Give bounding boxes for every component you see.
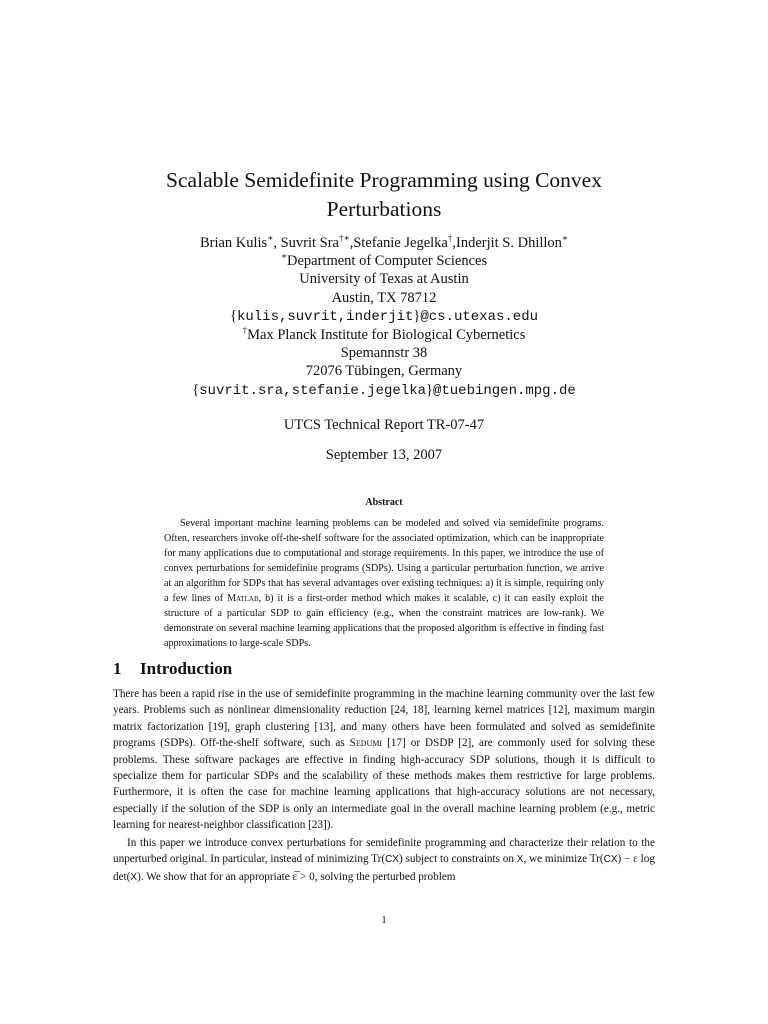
author-name: Brian Kulis: [199, 235, 268, 251]
math-matrix: CX: [385, 854, 399, 866]
report-number: UTCS Technical Report TR-07-47: [283, 417, 485, 433]
math-trace: Tr(: [589, 853, 604, 866]
affiliation-university: University of Texas at Austin: [299, 271, 469, 288]
affiliation-city: Austin, TX 78712: [331, 289, 437, 306]
author-block: [80, 234, 688, 400]
page-number: 1: [381, 914, 387, 926]
section-number: 1: [113, 659, 122, 678]
affiliation-email: {kulis,suvrit,inderjit}@cs.utexas.edu: [230, 307, 538, 325]
author-list: [80, 234, 688, 252]
affiliation-street: Spemannstr 38: [340, 345, 428, 362]
author-name: , Suvrit Sra: [273, 235, 339, 251]
affiliation-mark: †: [242, 325, 248, 336]
matlab-name: Matlab: [227, 593, 259, 604]
affiliation-email: {suvrit.sra,stefanie.jegelka}@tuebingen.mpg.de: [192, 381, 576, 399]
body-paragraph: There has been a rapid rise in the use of semidefinite programming in the machine learning community over the last few years. Problems such as nonlinear dimensionality reduction [24, 18], learning kernel matrices [12], maximum margin matrix factorization [19], graph clustering [13], and many others have been formulated and solved as semidefinite programs (SDPs). Off-the-shelf software, such as Sedumi [17] or DSDP [2], are commonly used for solving these problems. These software packages are effective in finding high-accuracy SDP solutions, though it is difficult to specialize them for particular SDPs and the scalability of these methods makes them restrictive for large problems. Furthermore, it is often the case for machine learning applications that high-accuracy solutions are not necessary, especially if the solution of the SDP is only an intermediate goal in the overall machine learning problem (e.g., metric learning for nearest-neighbor classification [23]).: [113, 688, 655, 832]
sedumi-name: Sedumi: [349, 737, 383, 750]
body-paragraph: In this paper we introduce convex perturbations for semidefinite programming and characterize their relation to the unperturbed original. In particular, instead of minimizing Tr(CX) subject to constraints on X, we minimize Tr(CX) − ε log det(X). We show that for an appropriate ε̅ > 0, solving the perturbed problem: [113, 837, 655, 883]
affiliation-city: 72076 Tübingen, Germany: [305, 363, 463, 380]
abstract-heading: Abstract: [365, 497, 403, 508]
report-date: September 13, 2007: [325, 447, 443, 463]
author-mark: †: [447, 233, 453, 244]
author-mark: ∗: [561, 233, 569, 244]
author-name: ,Inderjit S. Dhillon: [452, 235, 562, 251]
affiliation-mark: ∗: [280, 251, 287, 262]
abstract-text: Several important machine learning problems can be modeled and solved via semidefinite programs. Often, researchers invoke off-the-shelf software for the associated optimization, which can be inappropriate for many applications due to computational and storage requirements. In this paper, we introduce the use of convex perturbations for semidefinite programs (SDPs). Using a particular perturbation function, we arrive at an algorithm for SDPs that has several advantages over existing techniques: a) it is simple, requiring only a few lines of Matlab, b) it is a first-order method which makes it scalable, c) it can easily exploit the structure of a particular SDP to gain efficiency (e.g., when the constraint matrices are low-rank). We demonstrate on several machine learning applications that the proposed algorithm is effective in finding fast approximations to large-scale SDPs.: [164, 518, 604, 649]
math-matrix: X: [130, 871, 138, 883]
author-mark: ∗: [267, 233, 274, 244]
math-matrix: CX: [603, 854, 618, 866]
title-line-1: Scalable Semidefinite Programming using Convex: [166, 168, 602, 192]
author-name: ,Stefanie Jegelka: [349, 235, 448, 251]
title-line-2: Perturbations: [326, 197, 442, 221]
math-matrix: X: [516, 854, 524, 866]
math-trace: Tr(: [371, 853, 386, 866]
section-title: Introduction: [140, 659, 233, 678]
affiliation-institute: †Max Planck Institute for Biological Cybernetics: [242, 325, 526, 344]
affiliation-department: ∗Department of Computer Sciences: [280, 251, 488, 270]
author-mark: †∗: [338, 233, 350, 244]
section-heading: [113, 659, 232, 679]
paper-title: [120, 166, 648, 224]
